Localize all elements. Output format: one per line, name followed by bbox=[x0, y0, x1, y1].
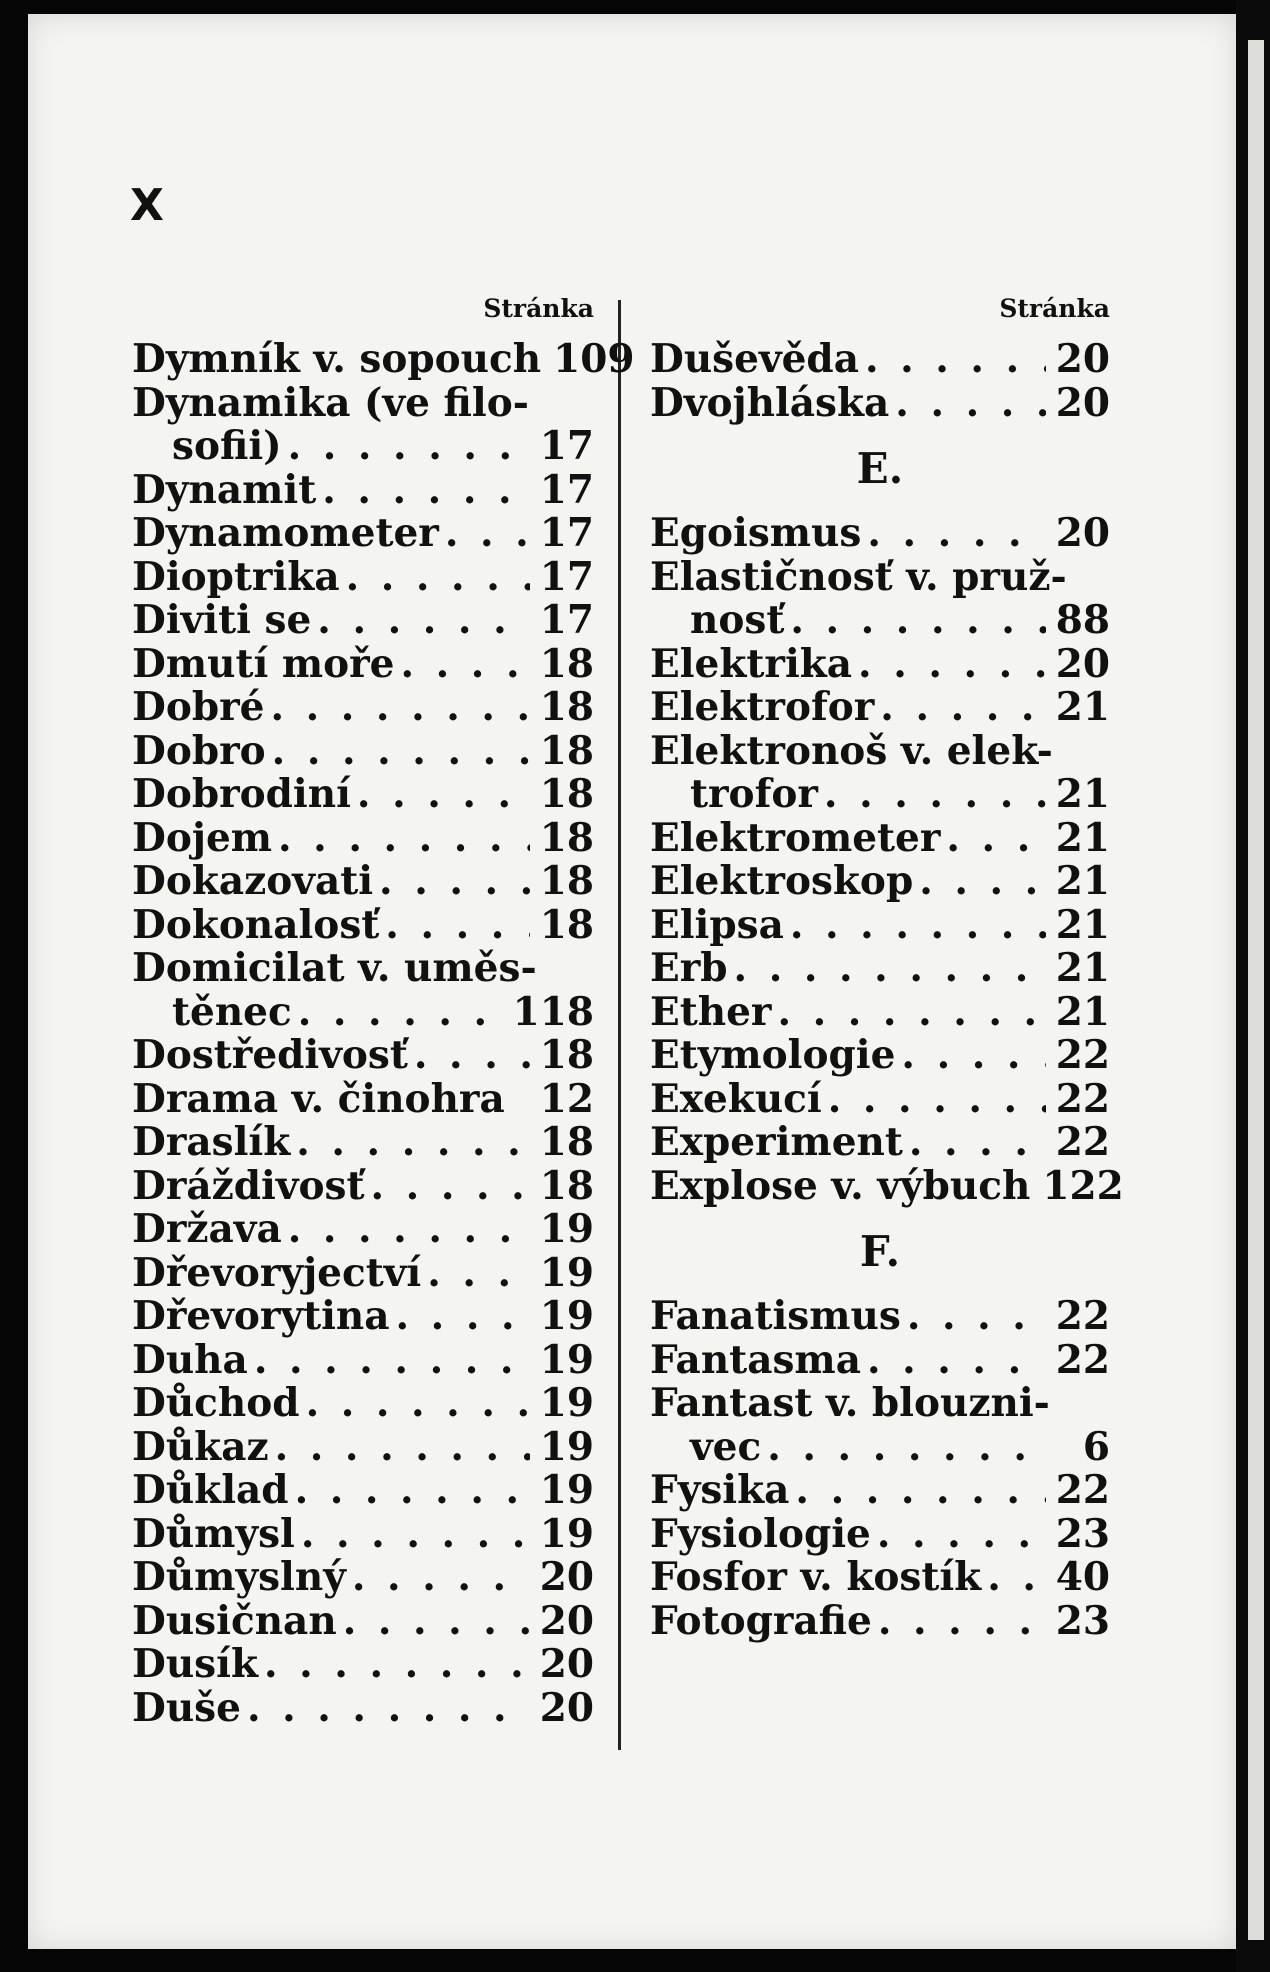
index-entry bbox=[132, 1382, 594, 1426]
page-number: X bbox=[130, 180, 164, 231]
index-entry bbox=[650, 1469, 1110, 1513]
page-reference: 22 bbox=[1055, 1075, 1110, 1122]
index-term: Fotografie bbox=[650, 1597, 872, 1644]
dot-leader bbox=[278, 817, 530, 861]
index-term: Duha bbox=[132, 1336, 248, 1383]
page-reference: 21 bbox=[1055, 684, 1110, 730]
index-term: Důchod bbox=[132, 1380, 300, 1426]
dot-leader bbox=[865, 338, 1046, 382]
index-entry bbox=[650, 599, 1110, 643]
index-entry bbox=[132, 860, 594, 904]
index-entry bbox=[650, 1382, 1110, 1426]
dot-leader bbox=[880, 686, 1046, 730]
index-entry bbox=[650, 1556, 1110, 1600]
page-reference: 22 bbox=[1055, 1467, 1110, 1513]
page-reference: 18 bbox=[539, 814, 594, 861]
index-term: Dusík bbox=[132, 1641, 258, 1687]
index-term: Domicilat v. uměs- bbox=[132, 945, 537, 991]
dot-leader bbox=[247, 1687, 530, 1731]
index-term: Fantasma bbox=[650, 1336, 861, 1383]
dot-leader bbox=[371, 1165, 530, 1209]
page-reference: 18 bbox=[539, 1032, 594, 1078]
column-heading: Stránka bbox=[483, 294, 594, 323]
dot-leader bbox=[987, 1556, 1046, 1600]
dot-leader bbox=[270, 686, 530, 730]
index-term: Elektroskop bbox=[650, 858, 914, 904]
page-reference: 20 bbox=[539, 1684, 594, 1731]
index-term: Fysika bbox=[650, 1467, 790, 1513]
index-entry bbox=[132, 1295, 594, 1339]
index-term: Drama v. činohra bbox=[132, 1075, 505, 1122]
index-term: Dynamometer bbox=[132, 510, 439, 556]
index-entry bbox=[650, 1295, 1110, 1339]
dot-leader bbox=[295, 1469, 530, 1513]
page-reference: 20 bbox=[539, 1641, 594, 1687]
index-term: Dynamit bbox=[132, 466, 317, 513]
dot-leader bbox=[790, 599, 1046, 643]
next-page-edge bbox=[1248, 40, 1264, 1940]
page-reference: 6 bbox=[1082, 1423, 1110, 1470]
page-reference: 20 bbox=[539, 1597, 594, 1644]
index-term: Erb bbox=[650, 945, 728, 991]
dot-leader bbox=[790, 904, 1046, 948]
index-term: Experiment bbox=[650, 1119, 903, 1165]
column-heading: Stránka bbox=[999, 294, 1110, 323]
page-reference: 21 bbox=[1055, 771, 1110, 817]
dot-leader bbox=[288, 425, 530, 469]
dot-leader bbox=[288, 1208, 530, 1252]
dot-leader bbox=[878, 1600, 1046, 1644]
index-entry bbox=[132, 599, 594, 643]
dot-leader bbox=[272, 730, 530, 774]
index-entry bbox=[132, 1556, 594, 1600]
index-entry bbox=[132, 1469, 594, 1513]
index-entry bbox=[650, 379, 1110, 426]
dot-leader bbox=[343, 1600, 530, 1644]
dot-leader bbox=[322, 469, 530, 513]
index-entry bbox=[650, 553, 1110, 600]
dot-leader bbox=[275, 1426, 530, 1470]
index-entry bbox=[132, 512, 594, 556]
page-reference: 18 bbox=[539, 858, 594, 904]
page-reference: 23 bbox=[1055, 1597, 1110, 1644]
index-entry bbox=[132, 947, 594, 991]
index-term: Fanatismus bbox=[650, 1293, 901, 1339]
index-term: Důmyslný bbox=[132, 1554, 346, 1600]
dot-leader bbox=[357, 773, 530, 817]
index-term: Egoismus bbox=[650, 510, 862, 556]
index-entry bbox=[132, 336, 635, 382]
index-term: Dostředivosť bbox=[132, 1032, 408, 1078]
index-entry bbox=[650, 1510, 1110, 1557]
page-reference: 18 bbox=[539, 727, 594, 774]
index-term: Elipsa bbox=[650, 901, 784, 948]
dot-leader bbox=[909, 1121, 1046, 1165]
page-reference: 18 bbox=[539, 640, 594, 687]
index-entry bbox=[650, 1597, 1110, 1644]
page-reference: 19 bbox=[539, 1467, 594, 1513]
dot-leader bbox=[254, 1339, 530, 1383]
index-term: Dusičnan bbox=[132, 1597, 337, 1644]
index-entry bbox=[650, 814, 1110, 861]
dot-leader bbox=[401, 643, 531, 687]
section-letter-heading: E. bbox=[856, 444, 904, 493]
page-reference: 20 bbox=[1055, 379, 1110, 426]
index-term: Duševěda bbox=[650, 336, 859, 382]
index-column-left bbox=[132, 294, 635, 1731]
index-entry bbox=[650, 338, 1110, 382]
page-reference: 18 bbox=[539, 901, 594, 948]
index-term: Etymologie bbox=[650, 1032, 896, 1078]
page-reference: 109 bbox=[553, 336, 635, 382]
index-entry bbox=[650, 1336, 1110, 1383]
dot-leader bbox=[946, 817, 1046, 861]
page-reference: 19 bbox=[539, 1336, 594, 1383]
index-term: Elektrofor bbox=[650, 684, 875, 730]
index-entry bbox=[650, 686, 1110, 730]
page-reference: 21 bbox=[1055, 901, 1110, 948]
dot-leader bbox=[445, 512, 530, 556]
dot-leader bbox=[379, 860, 530, 904]
index-entry bbox=[132, 1336, 594, 1383]
page-reference: 17 bbox=[539, 597, 594, 643]
page-reference: 17 bbox=[539, 510, 594, 556]
index-term: Diviti se bbox=[132, 597, 312, 643]
index-term: Dokonalosť bbox=[132, 901, 380, 948]
page-reference: 118 bbox=[512, 988, 594, 1035]
dot-leader bbox=[352, 1556, 530, 1600]
page-reference: 21 bbox=[1055, 814, 1110, 861]
dot-leader bbox=[396, 1295, 530, 1339]
index-entry bbox=[132, 901, 594, 948]
index-term: sofii) bbox=[172, 423, 282, 469]
index-term: nosť bbox=[690, 597, 785, 643]
dot-leader bbox=[734, 947, 1046, 991]
index-entry bbox=[650, 901, 1110, 948]
index-term: Dojem bbox=[132, 814, 273, 861]
page-reference: 18 bbox=[539, 1119, 594, 1165]
index-entry bbox=[132, 379, 594, 426]
index-column-right bbox=[650, 294, 1124, 1644]
page-reference: 18 bbox=[539, 771, 594, 817]
page-reference: 23 bbox=[1055, 1510, 1110, 1557]
page-reference: 40 bbox=[1055, 1554, 1110, 1600]
dot-leader bbox=[824, 773, 1046, 817]
page-reference: 22 bbox=[1055, 1336, 1110, 1383]
index-entry bbox=[650, 1423, 1110, 1470]
dot-leader bbox=[767, 1426, 1046, 1470]
index-entry bbox=[132, 1121, 594, 1165]
index-term: trofor bbox=[690, 771, 818, 817]
dot-leader bbox=[867, 1339, 1046, 1383]
page-reference: 17 bbox=[539, 553, 594, 600]
index-term: Dřevoryjectví bbox=[132, 1249, 422, 1296]
index-entry bbox=[132, 727, 594, 774]
index-entry bbox=[132, 1249, 594, 1296]
page-reference: 20 bbox=[1055, 640, 1110, 687]
index-term: Fysiologie bbox=[650, 1510, 871, 1557]
index-term: Elektrika bbox=[650, 640, 853, 687]
page-reference: 18 bbox=[539, 684, 594, 730]
index-term: Explose v. výbuch bbox=[650, 1162, 1031, 1209]
dot-leader bbox=[296, 1121, 530, 1165]
index-entry bbox=[650, 1075, 1110, 1122]
index-entry bbox=[132, 1075, 594, 1122]
dot-leader bbox=[306, 1382, 530, 1426]
index-term: Elektronoš v. elek- bbox=[650, 727, 1053, 774]
dot-leader bbox=[264, 1643, 530, 1687]
index-entry bbox=[132, 1208, 594, 1252]
page-reference: 122 bbox=[1042, 1162, 1124, 1209]
index-entry bbox=[132, 1684, 594, 1731]
index-entry bbox=[650, 1034, 1110, 1078]
index-term: vec bbox=[690, 1423, 762, 1470]
index-term: Důmysl bbox=[132, 1510, 295, 1557]
page-reference: 19 bbox=[539, 1510, 594, 1557]
index-entry bbox=[650, 640, 1110, 687]
dot-leader bbox=[895, 382, 1046, 426]
dot-leader bbox=[346, 556, 530, 600]
page-reference: 19 bbox=[539, 1423, 594, 1470]
index-term: Dobro bbox=[132, 727, 266, 774]
dot-leader bbox=[385, 904, 530, 948]
index-entry bbox=[650, 773, 1110, 817]
index-entry bbox=[132, 425, 594, 469]
page-reference: 20 bbox=[1055, 510, 1110, 556]
dot-leader bbox=[301, 1513, 530, 1557]
index-entry bbox=[132, 773, 594, 817]
index-term: Dráždivosť bbox=[132, 1162, 365, 1209]
index-entry bbox=[132, 1597, 594, 1644]
index-term: Důkaz bbox=[132, 1423, 269, 1470]
index-term: Draslík bbox=[132, 1119, 291, 1165]
index-entry bbox=[132, 553, 594, 600]
page-reference: 19 bbox=[539, 1380, 594, 1426]
index-entry bbox=[650, 947, 1110, 991]
index-term: Dobré bbox=[132, 684, 265, 730]
index-term: Dokazovati bbox=[132, 858, 374, 904]
index-entry bbox=[132, 1162, 594, 1209]
section-letter-heading: F. bbox=[859, 1227, 901, 1276]
page-reference: 22 bbox=[1055, 1293, 1110, 1339]
index-term: Dvojhláska bbox=[650, 379, 890, 426]
index-term: Dmutí moře bbox=[132, 640, 395, 687]
index-entry bbox=[650, 860, 1110, 904]
index-term: těnec bbox=[172, 988, 292, 1035]
index-entry bbox=[132, 1423, 594, 1470]
index-entry bbox=[132, 814, 594, 861]
page-reference: 17 bbox=[539, 423, 594, 469]
index-term: Dobrodiní bbox=[132, 771, 351, 817]
index-term: Důklad bbox=[132, 1467, 289, 1513]
page-reference: 18 bbox=[539, 1162, 594, 1209]
index-term: Elastičnosť v. pruž- bbox=[650, 553, 1067, 600]
dot-leader bbox=[317, 599, 530, 643]
page-reference: 21 bbox=[1055, 945, 1110, 991]
dot-leader bbox=[427, 1252, 530, 1296]
page-reference: 88 bbox=[1055, 597, 1110, 643]
index-term: Ether bbox=[650, 988, 772, 1035]
page-reference: 19 bbox=[539, 1293, 594, 1339]
dot-leader bbox=[867, 512, 1046, 556]
index-entry bbox=[650, 1121, 1110, 1165]
dot-leader bbox=[777, 991, 1046, 1035]
index-term: Dymník v. sopouch bbox=[132, 336, 542, 382]
page-reference: 20 bbox=[1055, 336, 1110, 382]
index-term: Državа bbox=[132, 1206, 282, 1252]
page-reference: 17 bbox=[539, 466, 594, 513]
index-entry bbox=[132, 1643, 594, 1687]
index-term: Fosfor v. kostík bbox=[650, 1554, 982, 1600]
dot-leader bbox=[907, 1295, 1046, 1339]
index-entry bbox=[650, 727, 1110, 774]
index-term: Dynamika (ve filo- bbox=[132, 379, 529, 426]
dot-leader bbox=[877, 1513, 1046, 1557]
dot-leader bbox=[795, 1469, 1046, 1513]
page-reference: 12 bbox=[539, 1075, 594, 1122]
index-term: Exekucí bbox=[650, 1075, 822, 1122]
dot-leader bbox=[414, 1034, 530, 1078]
index-term: Elektrometer bbox=[650, 814, 941, 861]
page-reference: 22 bbox=[1055, 1032, 1110, 1078]
index-entry bbox=[650, 1162, 1124, 1209]
index-term: Fantast v. blouzni- bbox=[650, 1380, 1050, 1426]
page-reference: 19 bbox=[539, 1249, 594, 1296]
page-reference: 20 bbox=[539, 1554, 594, 1600]
dot-leader bbox=[298, 991, 507, 1035]
dot-leader bbox=[858, 643, 1046, 687]
page-reference: 21 bbox=[1055, 858, 1110, 904]
column-divider bbox=[618, 300, 621, 1750]
index-entry bbox=[132, 1034, 594, 1078]
index-term: Duše bbox=[132, 1684, 241, 1731]
index-entry bbox=[650, 988, 1110, 1035]
index-entry bbox=[132, 466, 594, 513]
dot-leader bbox=[901, 1034, 1046, 1078]
index-entry bbox=[650, 512, 1110, 556]
dot-leader bbox=[919, 860, 1046, 904]
index-term: Dřevorytina bbox=[132, 1293, 390, 1339]
page-reference: 21 bbox=[1055, 988, 1110, 1035]
page-reference: 22 bbox=[1055, 1119, 1110, 1165]
page-reference: 19 bbox=[539, 1206, 594, 1252]
index-entry bbox=[132, 988, 594, 1035]
index-entry bbox=[132, 1510, 594, 1557]
dot-leader bbox=[828, 1078, 1046, 1122]
index-entry bbox=[132, 640, 594, 687]
index-entry bbox=[132, 686, 594, 730]
index-term: Dioptrika bbox=[132, 553, 340, 600]
